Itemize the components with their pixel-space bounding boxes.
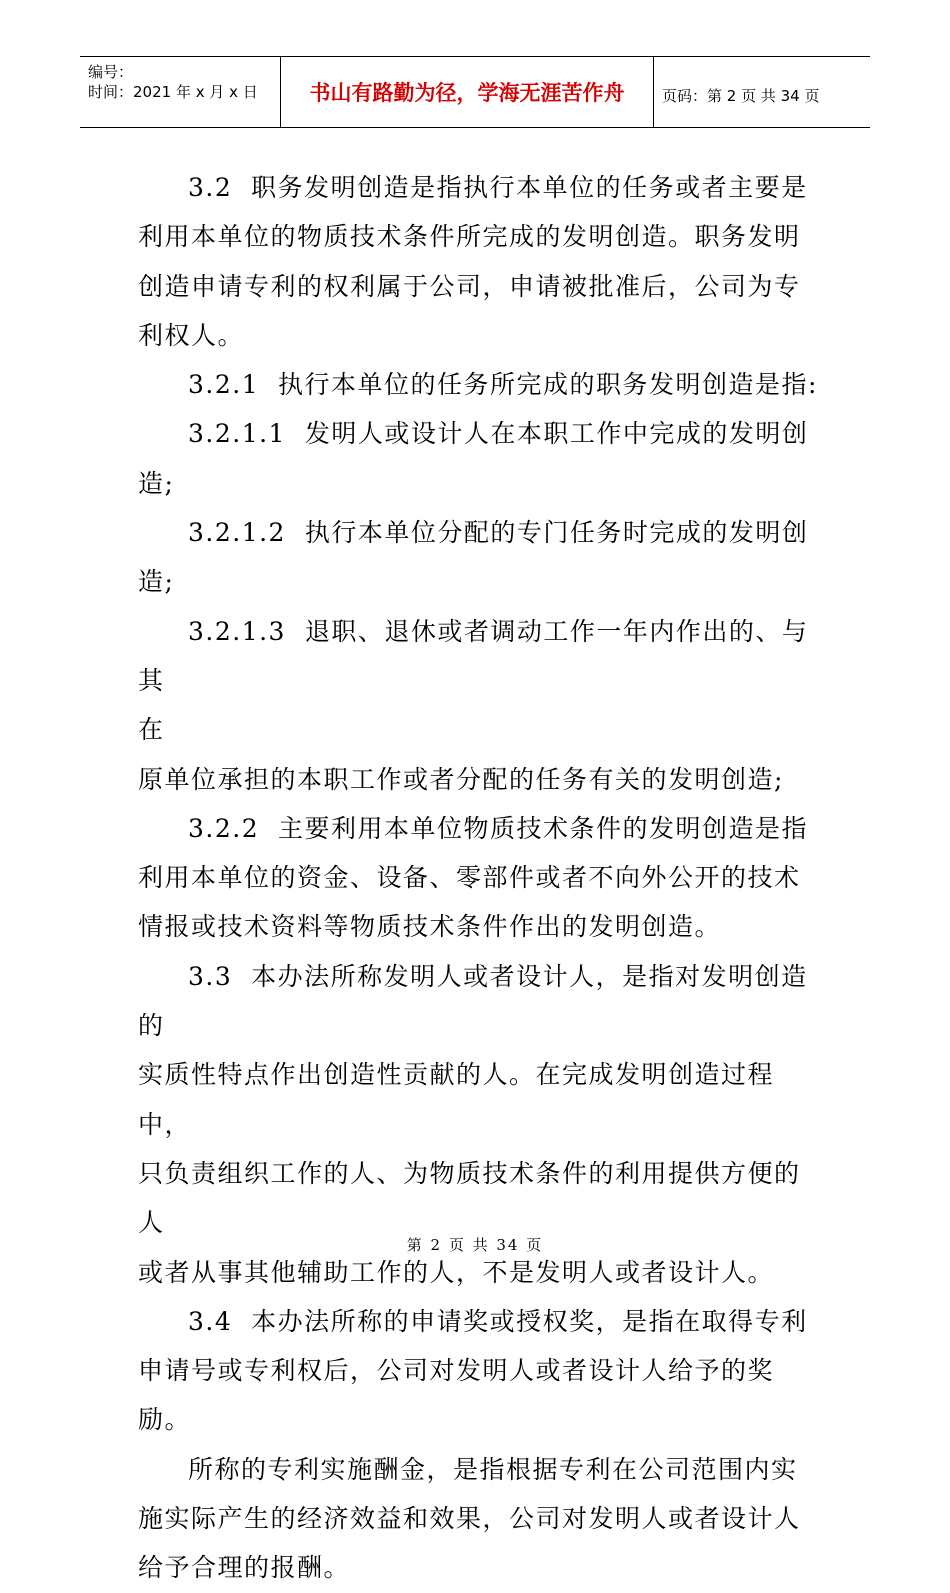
paragraph-3-3-line3: 只负责组织工作的人、为物质技术条件的利用提供方便的人 [138,1158,801,1238]
paragraph-3-2-1: 3.2.1 执行本单位的任务所完成的职务发明创造是指: [188,370,818,400]
page-header [80,56,870,128]
document-date: 时间：2021 年 x 月 x 日 [88,83,258,101]
paragraph-3-3-line4: 或者从事其他辅助工作的人，不是发明人或者设计人。 [138,1257,775,1287]
paragraph-3-3-line1: 3.3 本办法所称发明人或者设计人，是指对发明创造的 [138,961,808,1041]
paragraph-3-2-1-3-line1: 3.2.1.3 退职、退休或者调动工作一年内作出的、与其 [138,616,809,695]
paragraph-3-2-1-1: 3.2.1.1 发明人或设计人在本职工作中完成的发明创造; [138,419,809,498]
paragraph-3-2-2: 3.2.2 主要利用本单位物质技术条件的发明创造是指利用本单位的资金、设备、零部件或者不向外公开的技术情报或技术资料等物质技术条件作出的发明创造。 [138,813,809,942]
document-number-label: 编号： [88,63,134,81]
page-footer: 第 2 页 共 34 页 [406,1236,544,1254]
document-body [138,163,818,1593]
paragraph-3-2-1-3-line3: 原单位承担的本职工作或者分配的任务有关的发明创造; [138,764,784,794]
paragraph-3-2-1-2: 3.2.1.2 执行本单位分配的专门任务时完成的发明创造; [138,518,809,597]
header-page-number: 页码：第 2 页 共 34 页 [662,87,820,105]
paragraph-3-3-line2: 实质性特点作出创造性贡献的人。在完成发明创造过程中， [138,1060,775,1139]
paragraph-3-2-1-3-line2: 在 [138,715,165,745]
paragraph-remuneration: 所称的专利实施酬金，是指根据专利在公司范围内实施实际产生的经济效益和效果，公司对发明人或者设计人给予合理的报酬。 [138,1454,801,1583]
paragraph-3-2: 3.2 职务发明创造是指执行本单位的任务或者主要是利用本单位的物质技术条件所完成的发明创造。职务发明创造申请专利的权利属于公司，申请被批准后，公司为专利权人。 [138,173,808,350]
header-motto-cell [281,57,654,127]
header-motto: 书山有路勤为径，学海无涯苦作舟 [309,81,625,105]
header-page-cell [654,57,870,127]
paragraph-3-4: 3.4 本办法所称的申请奖或授权奖，是指在取得专利申请号或专利权后，公司对发明人或者设计人给予的奖励。 [138,1306,808,1435]
header-info-cell [80,57,281,127]
